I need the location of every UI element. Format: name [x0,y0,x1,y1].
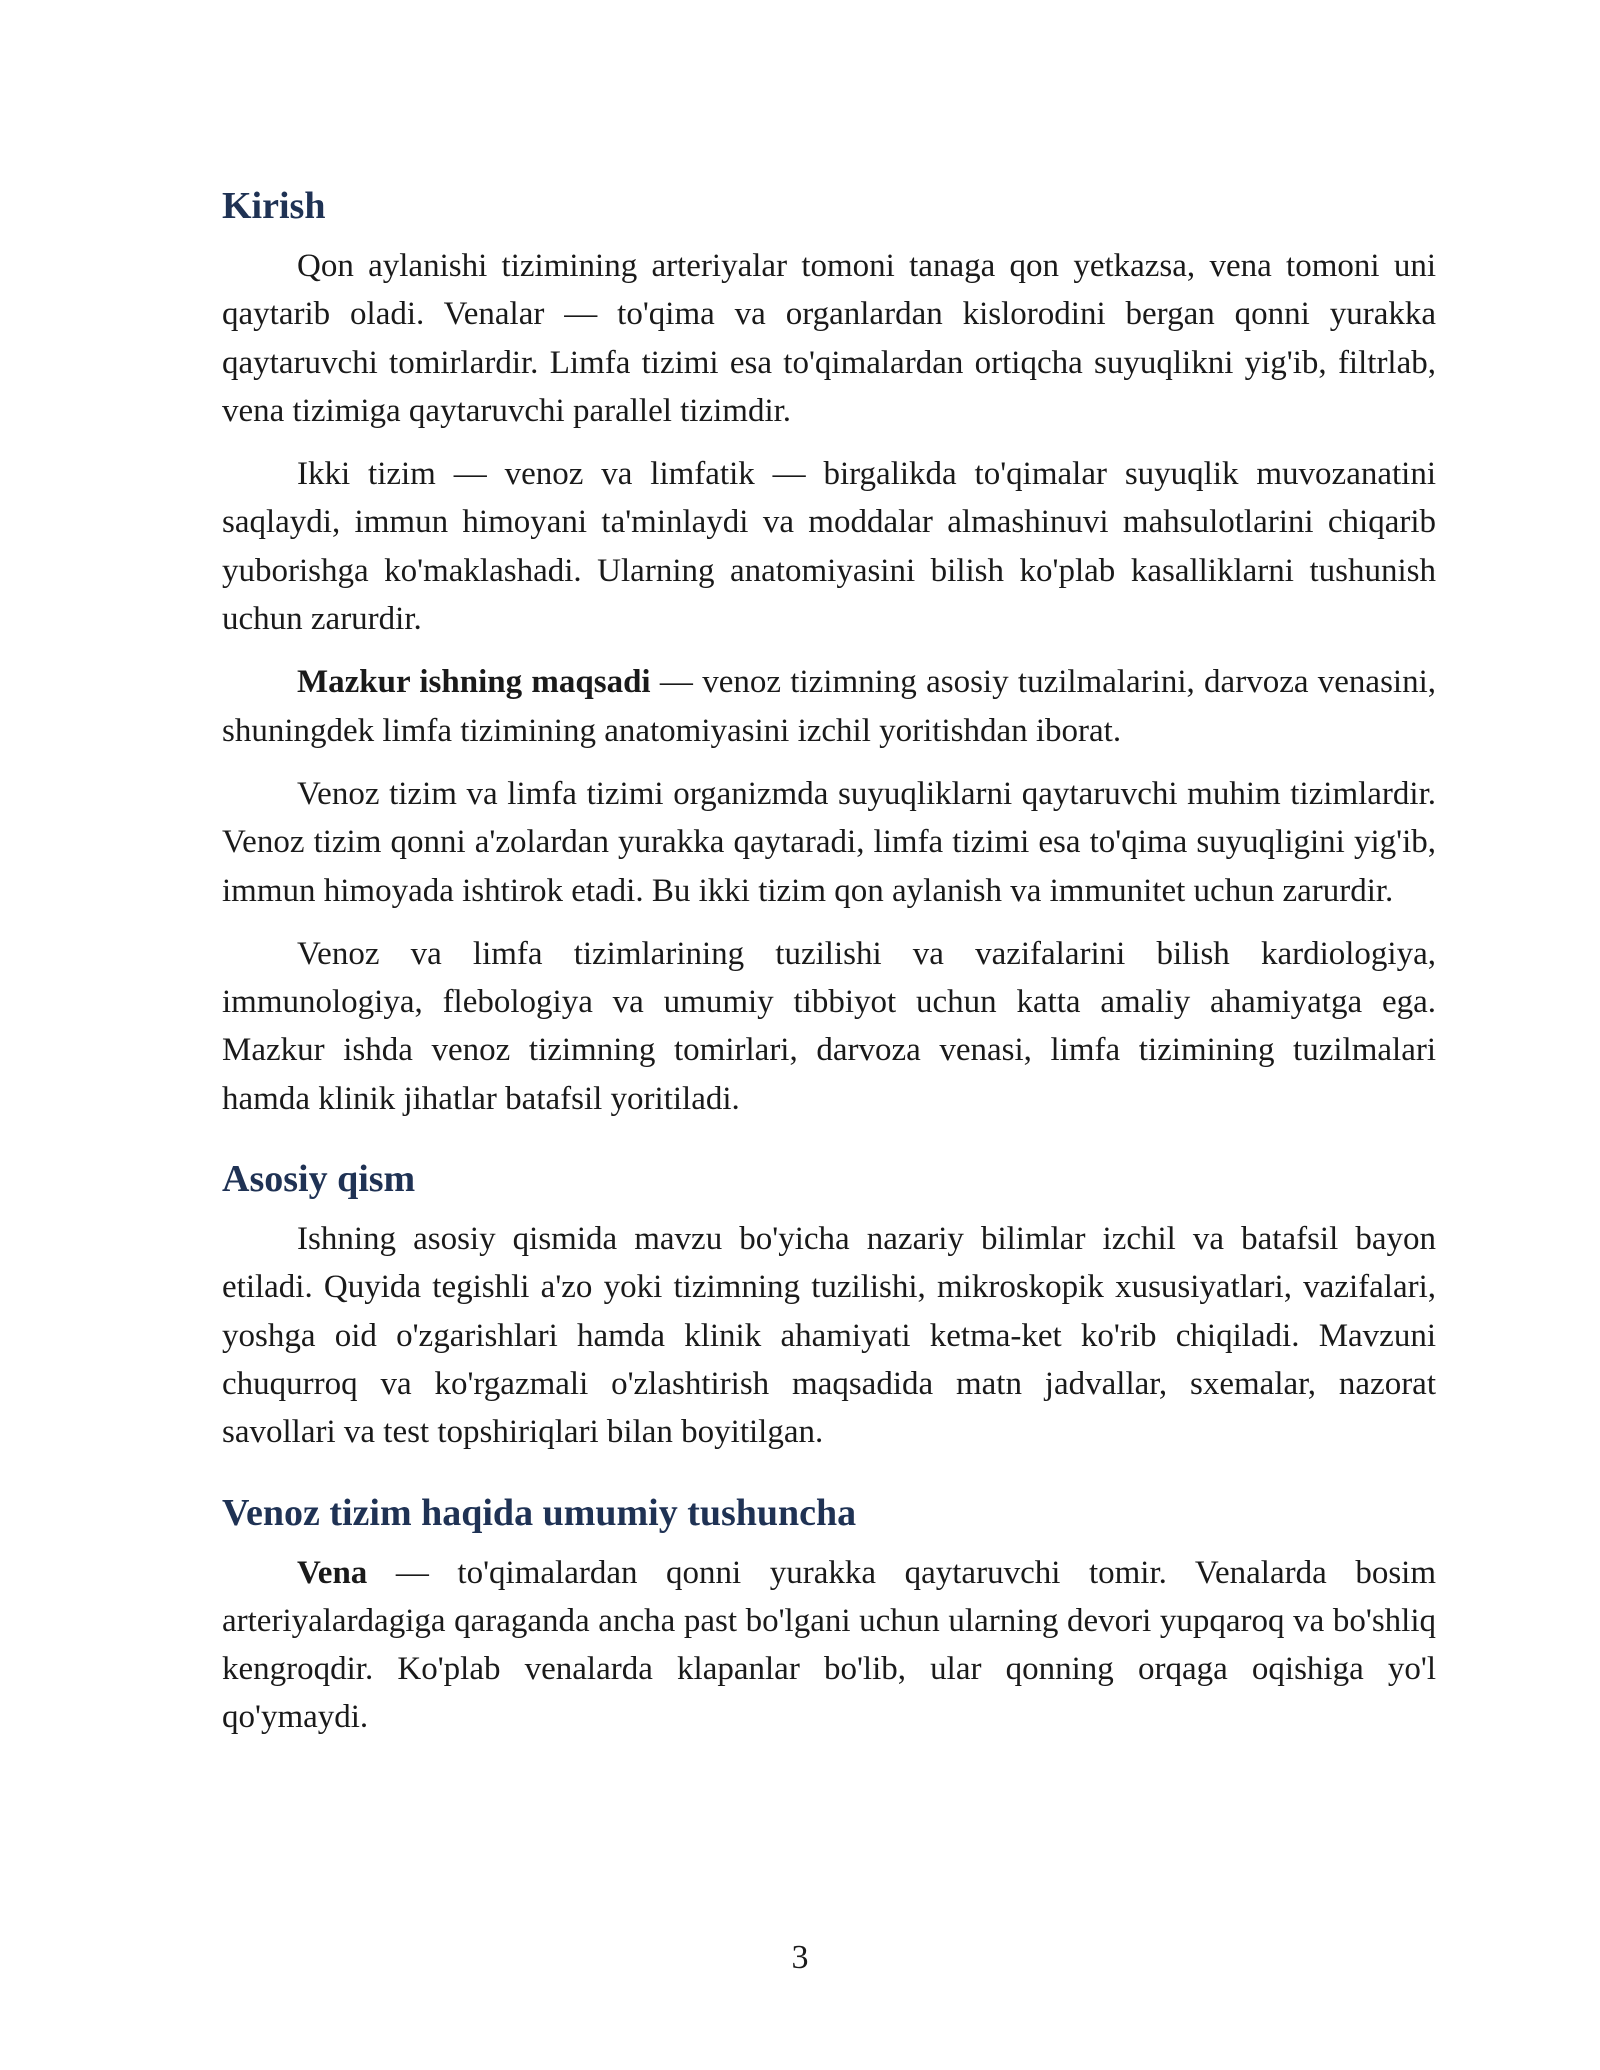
intro-paragraph-4: Venoz tizim va limfa tizimi organizmda suyuqliklarni qaytaruvchi muhim tizimlardir. Venoz tizim qonni a'zolardan yurakka qaytaradi, limfa tizimi esa to'qima suyuqligini yig'ib, immun himoyada ishtirok etadi. Bu ikki tizim qon aylanish va immunitet uchun zarurdir. [222,775,1436,909]
main-paragraph-1: Ishning asosiy qismida mavzu bo'yicha nazariy bilimlar izchil va batafsil bayon etiladi. Quyida tegishli a'zo yoki tizimning tuzilishi, mikroskopik xususiyatlari, vazifalari, yoshga oid o'zgarishlari hamda klinik ahamiyati ketma-ket ko'rib chiqiladi. Mavzuni chuqurroq va ko'rgazmali o'zlashtirish maqsadida matn jadvallar, sxemalar, nazorat savollari va test topshiriqlari bilan boyitilgan. [222,1221,1436,1451]
document-page [222,184,1436,1757]
section-heading-venoz: Venoz tizim haqida umumiy tushuncha [222,1491,857,1534]
intro-paragraph-2: Ikki tizim — venoz va limfatik — birgalikda to'qimalar suyuqlik muvozanatini saqlaydi, immun himoyani ta'minlaydi va moddalar almashinuvi mahsulotlarini chiqarib yuborishga ko'maklashadi. Ularning anatomiyasini bilish ko'plab kasalliklarni tushunish uchun zarurdir. [222,456,1436,638]
section-heading-main: Asosiy qism [222,1158,416,1201]
intro-paragraph-5: Venoz va limfa tizimlarining tuzilishi va vazifalarini bilish kardiologiya, immunologiya, flebologiya va umumiy tibbiyot uchun katta amaliy ahamiyatga ega. Mazkur ishda venoz tizimning tomirlari, darvoza venasi, limfa tizimining tuzilmalari hamda klinik jihatlar batafsil yoritiladi. [222,935,1436,1117]
venoz-paragraph-1-bold: Vena [297,1554,368,1591]
venoz-paragraph-1-rest: — to'qimalardan qonni yurakka qaytaruvchi tomir. Venalarda bosim arteriyalardagiga qaraganda ancha past bo'lgani uchun ularning devori yupqaroq va bo'shliq kengroqdir. Ko'plab venalarda klapanlar bo'lib, ular qonning orqaga oqishiga yo'l qo'ymaydi. [222,1554,1436,1736]
intro-paragraph-3-bold: Mazkur ishning maqsadi [297,664,651,701]
section-heading-intro: Kirish [222,185,326,227]
intro-paragraph-1: Qon aylanishi tizimining arteriyalar tomoni tanaga qon yetkazsa, vena tomoni uni qaytarib oladi. Venalar — to'qima va organlardan kislorodini bergan qonni yurakka qaytaruvchi tomirlardir. Limfa tizimi esa to'qimalardan ortiqcha suyuqlikni yig'ib, filtrlab, vena tizimiga qaytaruvchi parallel tizimdir. [222,248,1436,429]
intro-paragraph-3 [222,658,1436,755]
venoz-paragraph-1 [222,1549,1436,1742]
page-number: 3 [791,1939,809,1976]
intro-paragraph-3-rest: — venoz tizimning asosiy tuzilmalarini, darvoza venasini, shuningdek limfa tizimining anatomiyasini izchil yoritishdan iborat. [222,664,1437,749]
